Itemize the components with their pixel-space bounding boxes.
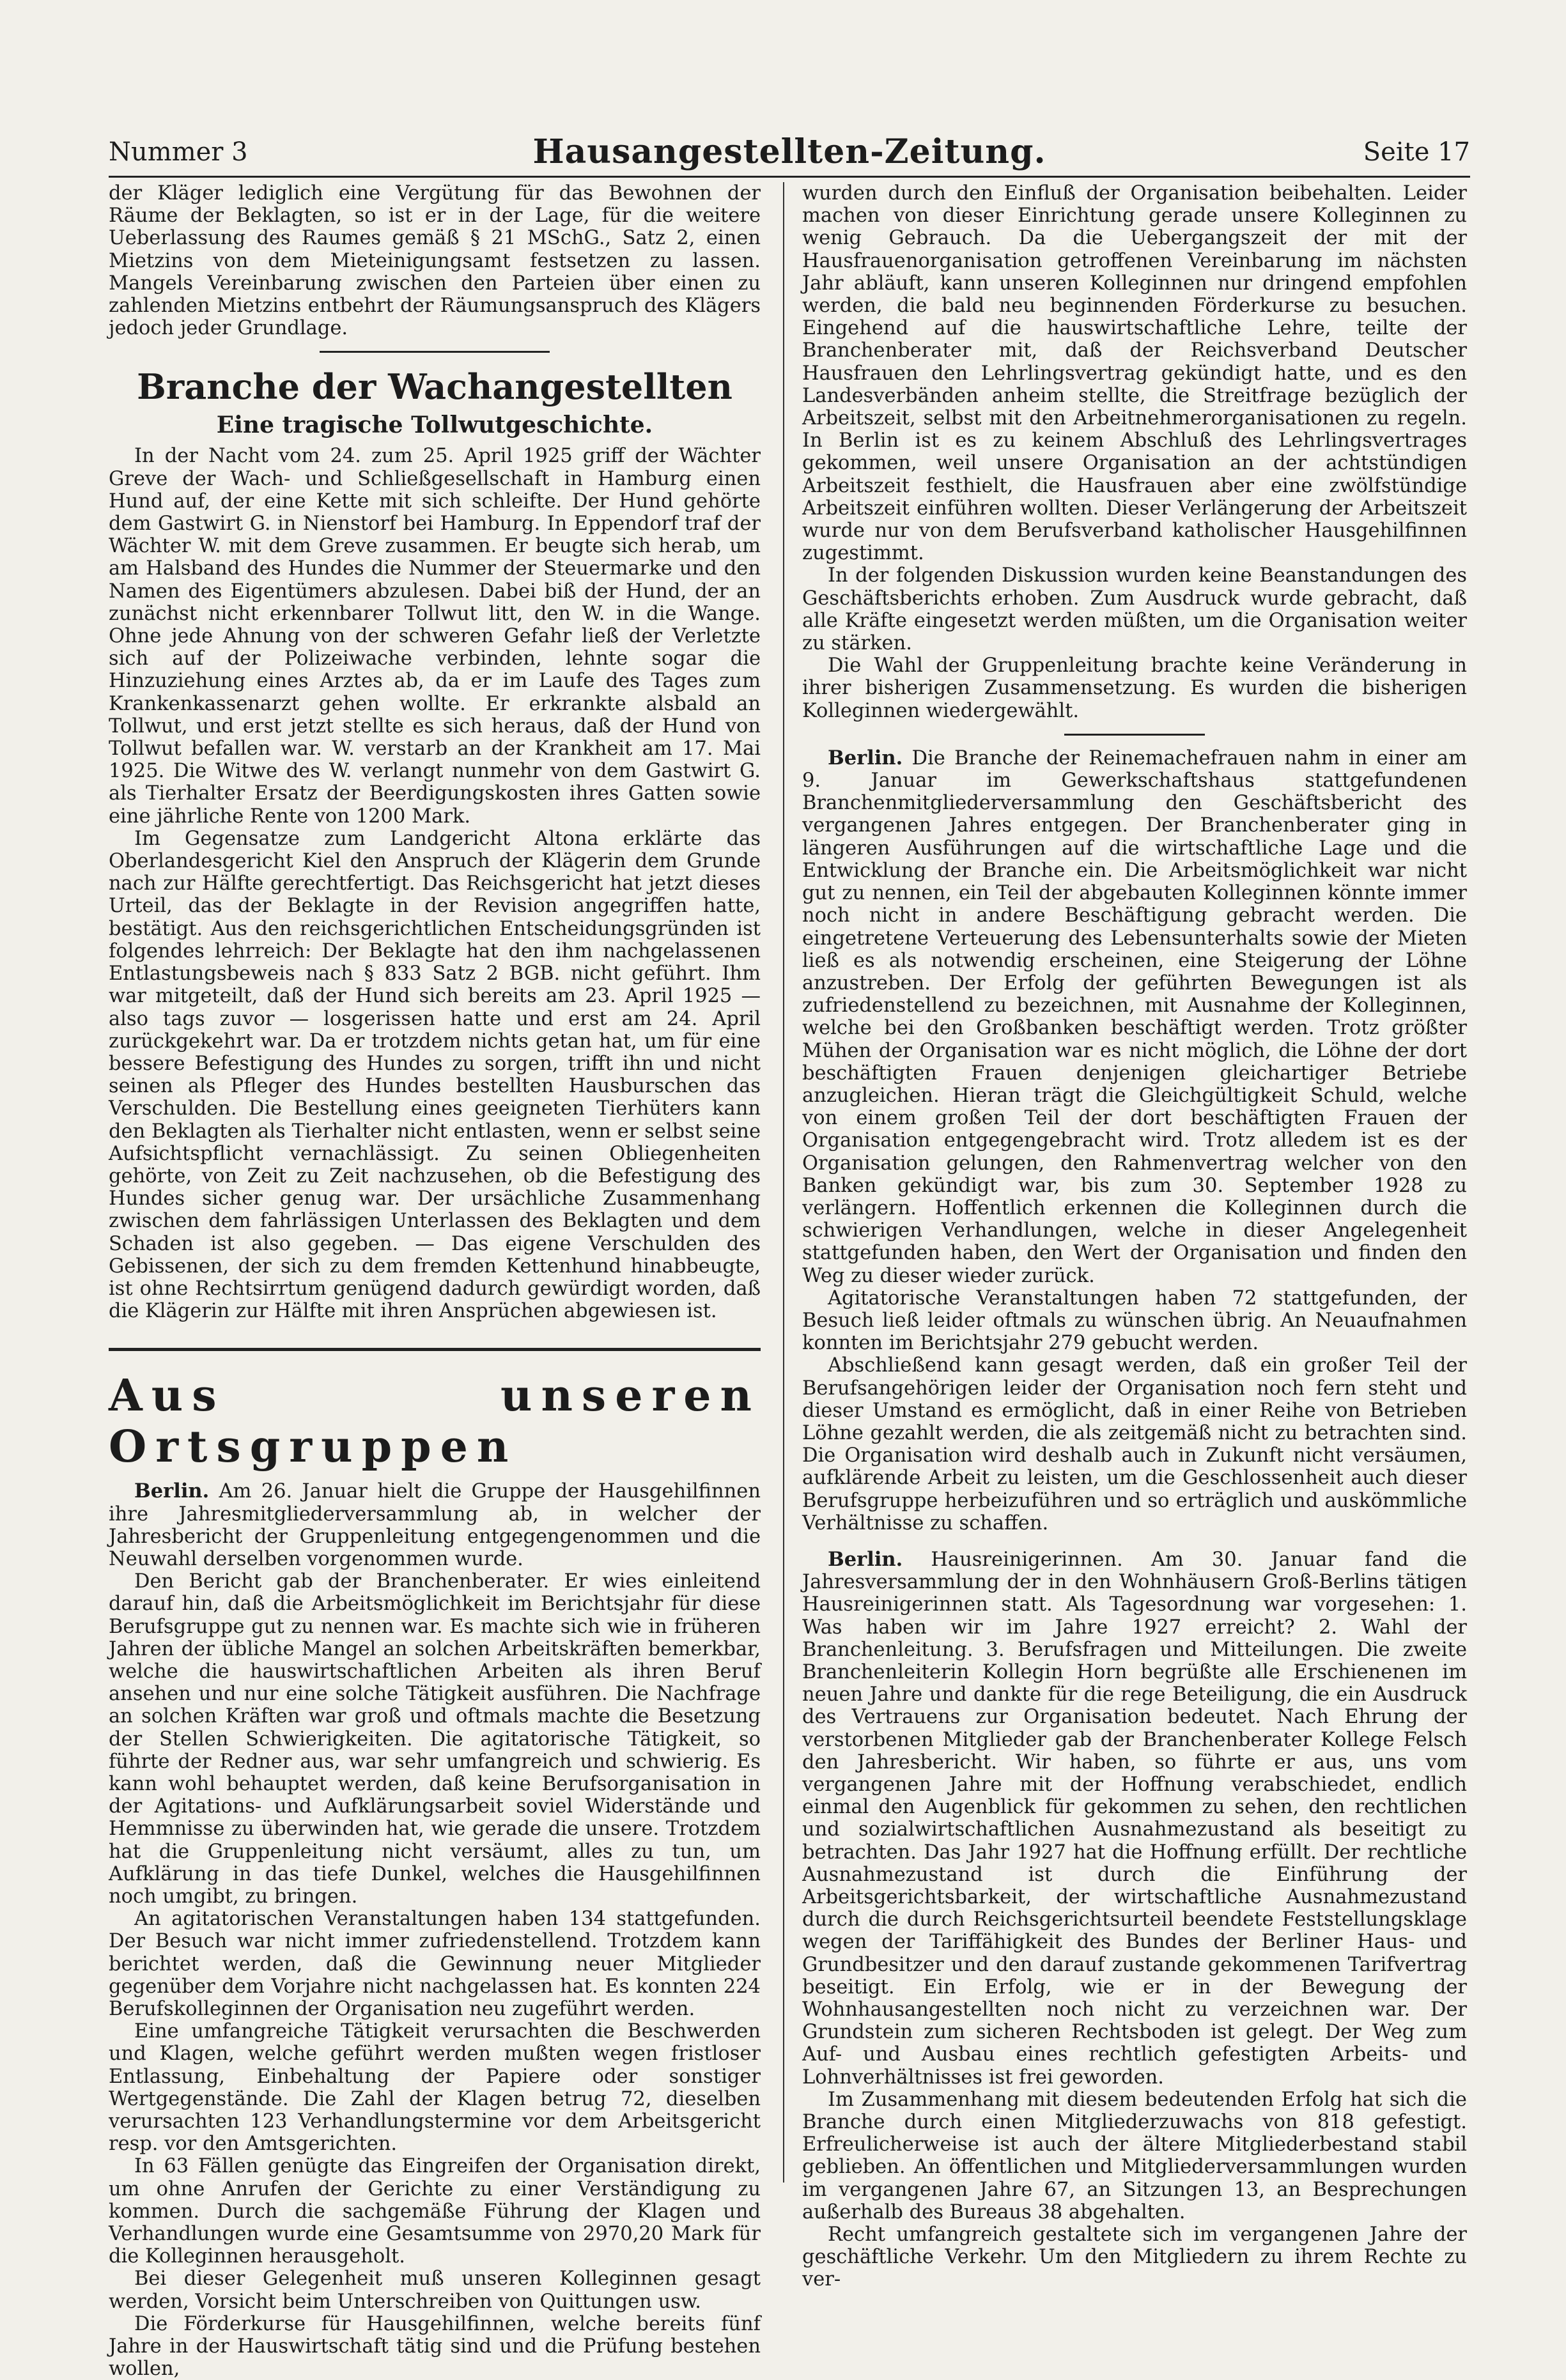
paragraph: An agitatorischen Veranstaltungen haben 134 stattgefunden. Der Besuch war nicht immer zufriedenstellend. Trotzdem kann berichtet werden, daß die Gewinnung neuer Mitglieder gegenüber dem Vorjahre nicht nachgelassen hat. Es konnten 224 Berufskolleginnen der Organisation neu zugeführt werden. (109, 1908, 761, 2021)
paragraph: Im Gegensatze zum Landgericht Altona erklärte das Oberlandesgericht Kiel den Anspruch der Klägerin dem Grunde nach zur Hälfte gerechtfertigt. Das Reichsgericht hat jetzt dieses Urteil, das der Beklagte in der Revision angegriffen hatte, bestätigt. Aus den reichsgerichtlichen Entscheidungsgründen ist folgendes lehrreich: Der Beklagte hat den ihm nachgelassenen Entlastungsbeweis nach § 833 Satz 2 BGB. nicht geführt. Ihm war mitgeteilt, daß der Hund sich bereits am 23. April 1925 — also tags zuvor — losgerissen hatte und erst am 24. April zurückgekehrt war. Da er trotzdem nichts getan hat, um für eine bessere Befestigung des Hundes zu sorgen, trifft ihn und nicht seinen als Pfleger des Hundes bestellten Hausburschen das Verschulden. Die Bestellung eines geeigneten Tierhüters kann den Beklagten als Tierhalter nicht entlasten, wenn er selbst seine Aufsichtspflicht vernachlässigt. Zu seinen Obliegenheiten gehörte, von Zeit zu Zeit nachzusehen, ob die Befestigung des Hundes sicher genug war. Der ursächliche Zusammenhang zwischen dem fahrlässigen Unterlassen des Beklagten und dem Schaden ist also gegeben. — Das eigene Verschulden des Gebissenen, der sich zu dem fremden Kettenhund hinabbeugte, ist ohne Rechtsirrtum genügend dadurch gewürdigt worden, daß die Klägerin zur Hälfte mit ihren Ansprüchen abgewiesen ist. (109, 827, 761, 1323)
page-number: Seite 17 (1363, 137, 1470, 167)
newspaper-title: Hausangestellten-Zeitung. (532, 132, 1046, 171)
paragraph: Bei dieser Gelegenheit muß unseren Kolleginnen gesagt werden, Vorsicht beim Unterschreiben von Quittungen usw. (109, 2268, 761, 2313)
paragraph-text: Am 26. Januar hielt die Gruppe der Hausgehilfinnen ihre Jahresmitgliederversammlung ab, in welcher der Jahresbericht der Gruppenleitung entgegengenommen und die Neuwahl derselben vorgenommen wurde. (109, 1480, 761, 1570)
paragraph-text: Die Branche der Reinemachefrauen nahm in einer am 9. Januar im Gewerkschaftshaus stattgefundenen Branchenmitgliederversammlung den Geschäftsbericht des vergangenen Jahres entgegen. Der Branchenberater ging in längeren Ausführungen auf die wirtschaftliche Lage und die Entwicklung der Branche ein. Die Arbeitsmöglichkeit war nicht gut zu nennen, ein Teil der abgebauten Kolleginnen könnte immer noch nicht in andere Beschäftigung gebracht werden. Die eingetretene Verteuerung des Lebensunterhalts sowie der Mieten ließ es als notwendig erscheinen, eine Steigerung der Löhne anzustreben. Der Erfolg der geführten Bewegungen ist als zufriedenstellend zu bezeichnen, mit Ausnahme der Kolleginnen, welche bei den Großbanken beschäftigt werden. Trotz größter Mühen der Organisation war es nicht möglich, die Löhne der dort beschäftigten Frauen denjenigen gleichartiger Betriebe anzugleichen. Hieran trägt die Gleichgültigkeit Schuld, welche von einem großen Teil der dort beschäftigten Frauen der Organisation entgegengebracht wird. Trotz alledem ist es der Organisation gelungen, den Rahmenvertrag welcher von den Banken gekündigt war, bis zum 30. September 1928 zu verlängern. Hoffentlich erkennen die Kolleginnen durch die schwierigen Verhandlungen, welche in dieser Angelegenheit stattgefunden haben, den Wert der Organisation und finden den Weg zu dieser wieder zurück. (802, 746, 1467, 1287)
paragraph: der Kläger lediglich eine Vergütung für das Bewohnen der Räume der Beklagten, so ist er in der Lage, für die weitere Ueberlassung des Raumes gemäß § 21 MSchG., Satz 2, einen Mietzins von dem Mieteinigungsamt festsetzen zu lassen. Mangels Vereinbarung zwischen den Parteien über einen zu zahlenden Mietzins entbehrt der Räumungsanspruch des Klägers jedoch jeder Grundlage. (109, 182, 761, 340)
place-label: Berlin. (828, 1547, 903, 1571)
section-heading-ortsgruppen: Aus unseren Ortsgruppen (109, 1348, 761, 1472)
paragraph (802, 747, 1467, 1287)
section-rule (320, 351, 550, 353)
paragraph: Agitatorische Veranstaltungen haben 72 stattgefunden, der Besuch ließ leider oftmals zu wünschen übrig. An Neuaufnahmen konnten im Berichtsjahr 279 gebucht werden. (802, 1287, 1467, 1355)
paragraph: In der folgenden Diskussion wurden keine Beanstandungen des Geschäftsberichts erhoben. Zum Ausdruck wurde gebracht, daß alle Kräfte eingesetzt werden müßten, um die Organisation weiter zu stärken. (802, 564, 1467, 655)
paragraph: Recht umfangreich gestaltete sich im vergangenen Jahre der geschäftliche Verkehr. Um den Mitgliedern zu ihrem Rechte zu ver- (802, 2223, 1467, 2291)
place-label: Berlin. (828, 746, 903, 769)
left-column (109, 182, 761, 2380)
paragraph: Abschließend kann gesagt werden, daß ein großer Teil der Berufsangehörigen leider der Organisation noch fern steht und dieser Umstand es ermöglicht, daß in einer Reihe von Betrieben Löhne gezahlt werden, die als zeitgemäß nicht zu betrachten sind. Die Organisation wird deshalb auch in Zukunft nicht versäumen, aufklärende Arbeit zu leisten, um die Geschlossenheit auch dieser Berufsgruppe herbeizuführen und so erträglich und auskömmliche Verhältnisse zu schaffen. (802, 1354, 1467, 1534)
paragraph: Den Bericht gab der Branchenberater. Er wies einleitend darauf hin, daß die Arbeitsmöglichkeit im Berichtsjahr für diese Berufsgruppe gut zu nennen war. Es machte sich wie in früheren Jahren der übliche Mangel an solchen Arbeitskräften bemerkbar, welche die hauswirtschaftlichen Arbeiten als ihren Beruf ansehen und nur eine solche Tätigkeit ausführen. Die Nachfrage an solchen Kräften war groß und oftmals machte die Besetzung der Stellen Schwierigkeiten. Die agitatorische Tätigkeit, so führte der Redner aus, war sehr umfangreich und schwierig. Es kann wohl behauptet werden, daß keine Berufsorganisation in der Agitations- und Aufklärungsarbeit soviel Widerstände und Hemmnisse zu überwinden hat, wie gerade die unsere. Trotzdem hat die Gruppenleitung nicht versäumt, alles zu tun, um Aufklärung in das tiefe Dunkel, welches die Hausgehilfinnen noch umgibt, zu bringen. (109, 1570, 761, 1908)
paragraph: wurden durch den Einfluß der Organisation beibehalten. Leider machen von dieser Einrichtung gerade unsere Kolleginnen zu wenig Gebrauch. Da die Uebergangszeit der mit der Hausfrauenorganisation getroffenen Vereinbarung im nächsten Jahr abläuft, kann unseren Kolleginnen nur dringend empfohlen werden, die bald neu beginnenden Förderkurse zu besuchen. Eingehend auf die hauswirtschaftliche Lehre, teilte der Branchenberater mit, daß der Reichsverband Deutscher Hausfrauen den Lehrlingsvertrag gekündigt hatte, und es den Landesverbänden anheim stellte, die Streitfrage bezüglich der Arbeitszeit, selbst mit den Arbeitnehmerorganisationen zu regeln. In Berlin ist es zu keinem Abschluß des Lehrlingsvertrages gekommen, weil unsere Organisation an der achtstündigen Arbeitszeit festhielt, die Hausfrauen aber eine zwölfstündige Arbeitszeit einführen wollten. Dieser Verlängerung der Arbeitszeit wurde nur von dem Berufsverband katholischer Hausgehilfinnen zugestimmt. (802, 182, 1467, 565)
spacer (802, 1534, 1467, 1549)
section-rule (1064, 734, 1205, 736)
paragraph (109, 1480, 761, 1570)
issue-number: Nummer 3 (109, 137, 248, 167)
paragraph: In 63 Fällen genügte das Eingreifen der Organisation direkt, um ohne Anrufen der Gerichte zu einer Verständigung zu kommen. Durch die sachgemäße Führung der Klagen und Verhandlungen wurde eine Gesamtsumme von 2970,20 Mark für die Kolleginnen herausgeholt. (109, 2155, 761, 2268)
right-column (802, 182, 1467, 2291)
paragraph: Im Zusammenhang mit diesem bedeutenden Erfolg hat sich die Branche durch einen Mitgliederzuwachs von 818 gefestigt. Erfreulicherweise ist auch der ältere Mitgliederbestand stabil geblieben. An öffentlichen und Mitgliederversammlungen wurden im vergangenen Jahre 67, an Sitzungen 13, an Besprechungen außerhalb des Bureaus 38 abgehalten. (802, 2088, 1467, 2223)
section-subheading: Eine tragische Tollwutgeschichte. (216, 412, 653, 439)
paragraph-text: Hausreinigerinnen. Am 30. Januar fand die Jahresversammlung der in den Wohnhäusern Groß-Berlins tätigen Hausreinigerinnen statt. Als Tagesordnung war vorgesehen: 1. Was haben wir im Jahre 1927 erreicht? 2. Wahl der Branchenleitung. 3. Berufsfragen und Mitteilungen. Die zweite Branchenleiterin Kollegin Horn begrüßte alle Erschienenen im neuen Jahre und dankte für die rege Beteiligung, die ein Ausdruck des Vertrauens zur Organisation bedeutet. Nach Ehrung der verstorbenen Mitglieder gab der Branchenberater Kollege Felsch den Jahresbericht. Wir haben, so führte er aus, uns vom vergangenen Jahre mit der Hoffnung verabschiedet, endlich einmal den Augenblick für gekommen zu sehen, den rechtlichen und sozialwirtschaftlichen Ausnahmezustand als beseitigt zu betrachten. Das Jahr 1927 hat die Hoffnung erfüllt. Der rechtliche Ausnahmezustand ist durch die Einführung der Arbeitsgerichtsbarkeit, der wirtschaftliche Ausnahmezustand durch die durch Reichsgerichtsurteil beendete Feststellungsklage wegen der Tariffähigkeit des Bundes der Berliner Haus- und Grundbesitzer und den darauf zustande gekommenen Tarifvertrag beseitigt. Ein Erfolg, wie er in der Bewegung der Wohnhausangestellten noch nicht zu verzeichnen war. Der Grundstein zum sicheren Rechtsboden ist gelegt. Der Weg zum Auf- und Ausbau eines rechtlich gefestigten Arbeits- und Lohnverhältnisses ist frei geworden. (802, 1548, 1467, 2089)
paragraph: Die Wahl der Gruppenleitung brachte keine Veränderung in ihrer bisherigen Zusammensetzung. Es wurden die bisherigen Kolleginnen wiedergewählt. (802, 654, 1467, 722)
page-header (109, 132, 1470, 178)
paragraph (802, 1549, 1467, 2089)
paragraph: Die Förderkurse für Hausgehilfinnen, welche bereits fünf Jahre in der Hauswirtschaft tätig sind und die Prüfung bestehen wollen, (109, 2312, 761, 2380)
section-heading: Branche der Wachangestellten (137, 366, 733, 408)
paragraph: Eine umfangreiche Tätigkeit verursachten die Beschwerden und Klagen, welche geführt werden mußten wegen fristloser Entlassung, Einbehaltung der Papiere oder sonstiger Wertgegenstände. Die Zahl der Klagen betrug 72, dieselben verursachten 123 Verhandlungstermine vor dem Arbeitsgericht resp. vor den Amtsgerichten. (109, 2020, 761, 2156)
column-divider (783, 182, 784, 2183)
place-label: Berlin. (134, 1480, 210, 1503)
paragraph: In der Nacht vom 24. zum 25. April 1925 griff der Wächter Greve der Wach- und Schließgesellschaft in Hamburg einen Hund auf, der eine Kette mit sich schleifte. Der Hund gehörte dem Gastwirt G. in Nienstorf bei Hamburg. In Eppendorf traf der Wächter W. mit dem Greve zusammen. Er beugte sich herab, um am Halsband des Hundes die Nummer der Steuermarke und den Namen des Eigentümers abzulesen. Dabei biß der Hund, der an zunächst nicht erkennbarer Tollwut litt, den W. in die Wange. Ohne jede Ahnung von der schweren Gefahr ließ der Verletzte sich auf der Polizeiwache verbinden, lehnte sogar die Hinzuziehung eines Arztes ab, da er im Laufe des Tages zum Krankenkassenarzt gehen wollte. Er erkrankte alsbald an Tollwut, und erst jetzt stellte es sich heraus, daß der Hund von Tollwut befallen war. W. verstarb an der Krankheit am 17. Mai 1925. Die Witwe des W. verlangt nunmehr von dem Gastwirt G. als Tierhalter Ersatz der Beerdigungskosten ihres Gatten sowie eine jährliche Rente von 1200 Mark. (109, 445, 761, 828)
